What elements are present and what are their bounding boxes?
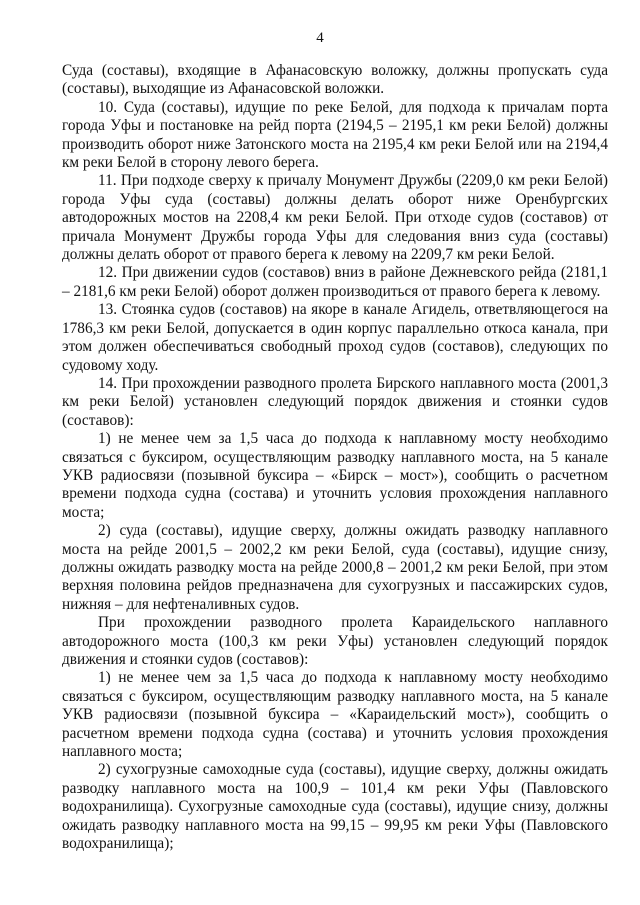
paragraph-10: 10. Суда (составы), идущие по реке Белой, для подхода к причалам порта города Уфы и постановке на рейд порта (2194,5 – 2195,1 км реки Белой) должны производить оборот ниже Затонского моста на 2195,4 км реки Белой или на 2194,4 км реки Белой в сторону левого берега.	[62, 98, 608, 172]
paragraph-14-item-1: 1) не менее чем за 1,5 часа до подхода к наплавному мосту необходимо связаться с буксиром, осуществляющим разводку наплавного моста, на 5 канале УКВ радиосвязи (позывной буксира – «Бирск – мост»), сообщить о расчетном времени подхода судна (состава) и уточнить условия прохождения наплавного моста;	[62, 430, 608, 521]
paragraph-karaidel-item-1: 1) не менее чем за 1,5 часа до подхода к наплавному мосту необходимо связаться с буксиром, осуществляющим разводку наплавного моста, на 5 канале УКВ радиосвязи (позывной буксира – «Караидельский мост»), сообщить о расчетном времени подхода судна (состава) и уточнить условия прохождения наплавного моста;	[62, 669, 608, 761]
paragraph-karaidel: При прохождении разводного пролета Караидельского наплавного автодорожного моста (100,3 км реки Уфы) установлен следующий порядок движения и стоянки судов (составов):	[62, 614, 608, 668]
paragraph-12: 12. При движении судов (составов) вниз в районе Дежневского рейда (2181,1 – 2181,6 км реки Белой) оборот должен производиться от правого берега к левому.	[62, 264, 608, 300]
page-number: 4	[316, 30, 324, 46]
paragraph-continuation: Суда (составы), входящие в Афанасовскую воложку, должны пропускать суда (составы), выходящие из Афанасовской воложки.	[62, 62, 608, 98]
paragraph-14-item-2: 2) суда (составы), идущие сверху, должны ожидать разводку наплавного моста на рейде 2001,5 – 2002,2 км реки Белой, суда (составы), идущие снизу, должны ожидать разводку моста на рейде 2000,8 – 2001,2 км реки Белой, при этом верхняя половина рейдов предназначена для сухогрузных и пассажирских судов, нижняя – для нефтеналивных судов.	[62, 522, 608, 613]
paragraph-14: 14. При прохождении разводного пролета Бирского наплавного моста (2001,3 км реки Белой) установлен следующий порядок движения и стоянки судов (составов):	[62, 374, 608, 429]
paragraph-karaidel-item-2: 2) сухогрузные самоходные суда (составы), идущие сверху, должны ожидать разводку наплавного моста на 100,9 – 101,4 км реки Уфы (Павловского водохранилища). Сухогрузные самоходные суда (составы), идущие снизу, должны ожидать разводку наплавного моста на 99,15 – 99,95 км реки Уфы (Павловского водохранилища);	[62, 761, 608, 853]
paragraph-11: 11. При подходе сверху к причалу Монумент Дружбы (2209,0 км реки Белой) города Уфы суда (составы) должны делать оборот ниже Оренбургских автодорожных мостов на 2208,4 км реки Белой. При отходе судов (составов) от причала Монумент Дружбы города Уфы для следования вниз суда (составы) должны делать оборот от правого берега к левому на 2209,7 км реки Белой.	[62, 172, 608, 264]
document-body	[62, 62, 608, 853]
paragraph-13: 13. Стоянка судов (составов) на якоре в канале Агидель, ответвляющегося на 1786,3 км реки Белой, допускается в один корпус параллельно откоса канала, при этом должен обеспечиваться свободный проход судов (составов), следующих по судовому ходу.	[62, 301, 608, 374]
